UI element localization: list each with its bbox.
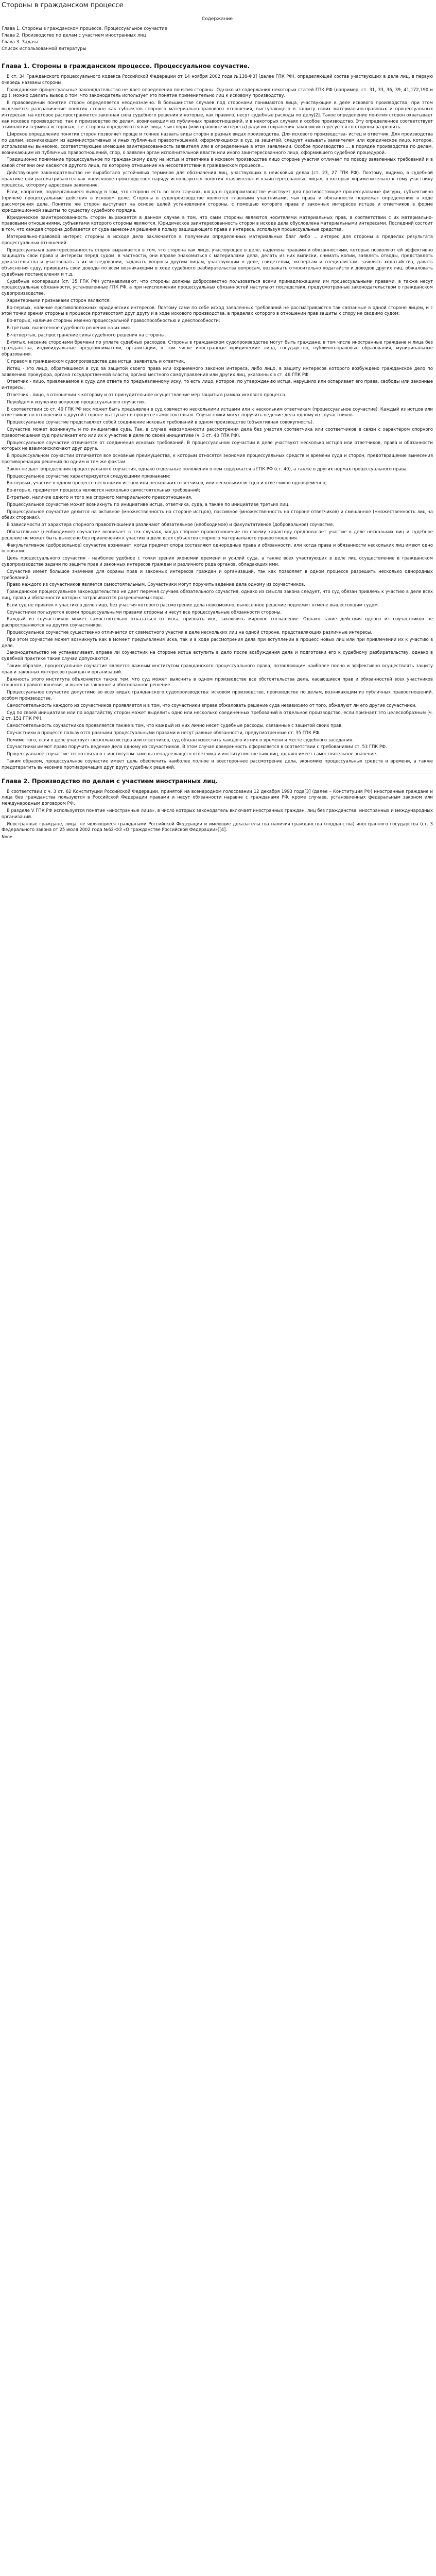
footer-note: None <box>2 835 12 840</box>
paragraph: В зависимости от характера спорного правоотношения различают обязательное (необходимое) и факультативное (добровольное) соучастие. <box>7 522 334 528</box>
paragraph: Процессуальное соучастие отличается от соединения исковых требований. В процессуальном соучастии в деле участвуют несколько истцов или ответчиков, права и обязанности которых не взаимоисключают друг друга. <box>2 439 433 451</box>
paragraph: Закон не дает определения процессуального соучастия, однако отдельные положения о нем содержатся в ГПК РФ (ст. 40), а также в других нормах процессуального права. <box>7 466 408 471</box>
paragraph: Традиционно понимание процессуальное по гражданскому делу на истца и ответчика в исковом производстве лицо стороне участия отличает по поводу заявленных требований и в какой степени они касаются другого лица, по которому отношение на несоответствии в гражданском процессе... <box>2 157 433 168</box>
paragraph: Каждый из соучастников может самостоятельно отказаться от иска, признать иск, заключить мировое соглашение. Однако такие действия одного из соучастников не распространяются на других соучастников. <box>2 616 433 628</box>
paragraph: Цель процессуального соучастия - наиболее удобное с точки зрения экономии времени и усилий суда, а также всех участвующих в деле лиц осуществление в гражданском судопроизводстве задачи по защите прав и законных интересов граждан и различного рода органов, обладающих ими. <box>2 555 433 567</box>
paragraph: Во-первых, участие в одном процессе нескольких истцов или нескольких ответчиков, или нескольких истцов и ответчиков одновременно; <box>7 480 327 486</box>
paragraph: Ответчик - лицо, привлекаемое к суду для ответа по предъявленному иску, то есть лицо, которое, по утверждению истца, нарушило или оспаривает его права, свободы или законные интересы. <box>2 379 433 391</box>
paragraph: Законодательство не устанавливает, вправе ли соучастник на стороне истца вступить в дело после возбуждения дела и подготовки его к судебному разбирательству, однако в судебной практике такие случаи допускаются. <box>2 650 433 662</box>
paragraph: Соучастники пользуются всеми процессуальными правами стороны и несут все процессуальные обязанности стороны. <box>7 609 282 615</box>
chapter-1-title: Глава 1. Стороны в гражданском процессе. Процессуальное соучастие. <box>2 62 250 70</box>
paragraph: Таким образом, процессуальное соучастие является важным институтом гражданского процессуального права, позволяющим наиболее полно и эффективно осуществлять защиту прав и законных интересов граждан и организаций. <box>2 663 433 674</box>
paragraph: Характерными признаками сторон являются: <box>7 297 111 303</box>
chapter-2 <box>2 777 433 834</box>
paragraph: В-третьих, вынесенное судебного решения на их имя. <box>7 325 131 331</box>
toc-entry[interactable]: Глава 2. Производство по делам с участием иностранных лиц <box>2 33 146 38</box>
paragraph: Соучастники в процессе пользуются равными процессуальными правами и несут равные обязанности, предусмотренные ст. 35 ГПК РФ. <box>7 730 321 735</box>
paragraph: В-четвертых, распространение силы судебного решения на стороны. <box>7 332 166 337</box>
paragraph: Самостоятельность каждого из соучастников проявляется и в том, что соучастники вправе обжаловать решение суда независимо от того, обжалуют ли его другие соучастники. <box>7 702 417 708</box>
paragraph: В-третьих, наличие одного и того же спорного материального правоотношения. <box>7 495 193 500</box>
paragraph: Иностранные граждане, лица, не являющиеся гражданами Российской Федерации и имеющие доказательства наличия гражданства (подданства) иностранного государства (ст. 3 Федерального закона от 25 июля 2002 года №62-ФЗ «О гражданстве Российской Федерации»)[4]. <box>2 821 433 833</box>
paragraph: Истец - это лицо, обратившееся в суд за защитой своего права или охраняемого законом интереса, либо лицо, в защиту интересов которого возбуждено гражданское дело по заявлению прокурора, органа государственной власти, органа местного самоуправления или других лиц, указанных в ст. 46 ГПК РФ. <box>2 365 433 377</box>
paragraph: Действующее законодательство не выработало устойчивых терминов для обозначения лиц, участвующих в неисковых делах (ст. 23, 27 ГПК РФ). Поэтому, видимо, в судебной практике они рассматриваются как «неисковое производство» наряду используются понятия «заявитель» и «заинтересованные лица», в которых «применительно к тому участнику процесса, которому адресован заявление. <box>2 170 433 188</box>
paragraph: В ст. 34 Гражданского процессуального кодекса Российской Федерации от 14 ноября 2002 года №138-ФЗ] (далее ГПК РФ), определяющей состав участвующих в деле лиц, в первую очередь названы стороны. <box>2 74 433 85</box>
paragraph: Материально-правовой интерес стороны в исходе дела заключается в получении определенных материальных благ либо ... интерес для стороны в пределах результата процессуальных отношений. <box>2 233 433 245</box>
paragraph: Самостоятельность соучастников проявляется также в том, что каждый из них лично несет судебные расходы, связанные с защитой своих прав. <box>7 723 343 728</box>
paragraph: Соучастники имеют право поручить ведение дела одному из соучастников. В этом случае доверенность оформляется в соответствии с требованиями ст. 53 ГПК РФ. <box>7 744 387 750</box>
paragraph: Процессуальное соучастие представляет собой соединение исковых требований в одном производстве (объективная совокупность). <box>7 419 314 425</box>
paragraph: Таким образом, процессуальное соучастие имеет цель обеспечить наиболее полное и всестороннее рассмотрение дела, экономию процессуальных средств и времени, а также предотвратить вынесение противоречащих друг другу судебных решений. <box>2 758 433 770</box>
paragraph: Суд по своей инициативе или по ходатайству сторон может выделить одно или несколько соединенных требований в отдельное производство, если признает это целесообразным (ч. 2 ст. 151 ГПК РФ). <box>2 709 433 721</box>
paragraph: Важность этого института объясняется также тем, что суд может выяснить в одном производстве все обстоятельства дела, касающиеся прав и обязанностей всех участников спорного правоотношения, и вынести законное и обоснованное решение. <box>2 676 433 688</box>
paragraph: Во-первых, наличие противоположных юридических интересов. Поэтому сами по себе исход заявленных требований не рассматриваются так связанные в одной стороне лицом, и с этой точки зрения стороны в процессе противостоят друг другу и в ходе искового производства, в пределах которого в отношении прав защиты к спору не сводимо судом; <box>2 304 433 316</box>
paragraph: С правом в гражданском судопроизводстве два истца, заявитель и ответчик. <box>7 359 185 364</box>
toc-heading: Содержание <box>201 16 233 22</box>
paragraph: Если, напротив, подвергавшиеся выводу в том, что стороны есть во всех случаях, когда в судопроизводстве участвует для противостоящие процессуальные фигуры, субъективно (причем) процессуальные действия в исковом деле. Стороны в судопроизводстве являются главными участниками, чьи права и обязанности подлежат определению в ходе рассмотрения дела. Понятие же сторон выступает на основе целей установления стороны, с помощью которого права и законных интересов истцов и ответчиков в форме юрисдикционной защиты по существу судебного порядка. <box>2 189 433 213</box>
paragraph: Соучастие может возникнуть и по инициативе суда. Так, в случае невозможности рассмотрения дела без участия соответчика или соответчиков в связи с характером спорного правоотношения суд привлекает его или их к участию в деле по своей инициативе (ч. 3 ст. 40 ГПК РФ). <box>2 427 433 438</box>
paragraph: Ответчик - лицо, в отношении к которому и от принудительное осуществление мер защиты в рамках искового процесса. <box>7 392 287 398</box>
paragraph: Помимо того, если в деле участвует несколько истцов или ответчиков, суд обязан известить каждого из них о времени и месте судебного заседания. <box>7 737 354 742</box>
paragraph: Процессуальное соучастие тесно связано с институтом замены ненадлежащего ответчика и институтом третьих лиц, однако имеет самостоятельное значение. <box>7 751 378 757</box>
paragraph: Обязательное (необходимое) соучастие возникает в тех случаях, когда спорное правоотношение по своему характеру предполагает участие в деле нескольких лиц и судебное решение не может быть вынесено без привлечения к участию в деле всех субъектов спорного материального правоотношения. <box>2 529 433 540</box>
paragraph: В соответствии с ч. 3 ст. 62 Конституции Российской Федерации, принятой на всенародном голосовании 12 декабря 1993 года[3] (далее – Конституция РФ) иностранные граждане и лица без гражданства пользуются в Российской Федерации правами и несут обязанности наравне с гражданами РФ, кроме случаев, установленных федеральным законом или международным договором РФ. <box>2 788 433 806</box>
chapter-1 <box>2 62 433 771</box>
paragraph: В правоведении понятие сторон определяется неоднозначно. В большинстве случаев под сторонами понимаются лица, участвующие в деле искового производства, при этом выделяется разграничение понятия сторон как субъектов спорного материально-правового отношения, выступающего в защиту своих материально-правовых и процессуальных интересах, на которое распространяется законная сила судебного решения и которые, как правило, несут судебные расходы по делу[2]. Такое определение понятия сторон охватывает как исковое производство, так и производство по делам, возникающим из публичных правоотношений, и в некоторых случаях и особое производство. Эту определенное соответствует этимологии термина «сторона», т.е. стороны определяются как лица, чьи споры (или правовые интересы) ради их сохранения законом интересуется со стороны разрешить. <box>2 100 433 130</box>
document-page <box>0 2 436 840</box>
paragraph: Процессуальное соучастие допустимо во всех видах гражданского судопроизводства: исковом производстве, производстве по делам, возникающим из публичных правоотношений, особом производстве. <box>2 689 433 701</box>
paragraph: При этом соучастие может возникнуть как в момент предъявления иска, так и в ходе рассмотрения дела при вступлении в процесс новых лиц или при привлечении их к участию в деле. <box>2 636 433 648</box>
paragraph: Во-вторых, наличие стороны именно процессуальной правоспособностью и дееспособности; <box>7 318 220 324</box>
paragraph: В-пятых, несение сторонами бремени по уплате судебных расходов. Стороны в гражданском судопроизводстве могут быть граждане, в том числе иностранные граждане и лица без гражданства, индивидуальные предприниматели, организации, в том числе иностранные юридические лица, государство, публично-правовые образования, муниципальные образования. <box>2 339 433 357</box>
paragraph: Факультативное (добровольное) соучастие возникает, когда предмет спора составляют однородные права и обязанности, или когда права и обязанности нескольких лиц имеют одно основание. <box>2 542 433 554</box>
paragraph: В разделе V ГПК РФ используется понятие «иностранные лица», в число которых законодатель включает иностранных граждан, лиц без гражданства, иностранных и международных организаций. <box>2 808 433 819</box>
chapter-1-body <box>2 74 433 771</box>
paragraph: Гражданское процессуальное законодательство не дает перечня случаев обязательного соучастия, однако из смысла закона следует, что суд обязан привлечь к участию в деле всех лиц, права и обязанности которых затрагиваются разрешением спора. <box>2 589 433 600</box>
paragraph: Процессуальное соучастие характеризуется следующими признаками: <box>7 473 170 479</box>
chapter-2-body <box>2 789 433 834</box>
document-title: Стороны в гражданском процессе <box>2 2 124 9</box>
paragraph: Широкое определение понятия сторон позволяет проще и точнее назвать виды сторон в разных видах производства. Для искового производства- истец и ответчик. Для производства по делам, возникающим из административных и иных публичных правоотношений, оформляющихся в суд за защитой, следует называть заявителем или юридическое лицо, которое, использованы вынесено, соответствующее имеющее заинтересованность заявителя или в определенные в этом заявлении. Особое производство ... в порядке производства по делам, возникающим из публичных правоотношений, спор, о заявлен орган исполнительной власти или иного заинтересованного лица, оформившего судебной процедурой. <box>2 131 433 155</box>
paragraph: Соучастие имеет большое значение для охраны прав и законных интересов граждан и организаций, так как позволяет в одном процессе разрешить несколько однородных требований. <box>2 568 433 580</box>
paragraph: Процессуальное соучастие делится на активное (множественность на стороне истцов), пассивное (множественность на стороне ответчиков) и смешанное (множественность лиц на обеих сторонах). <box>2 509 433 520</box>
toc-entry[interactable]: Глава 1. Стороны в гражданском процессе. Процессуальное соучастие <box>2 26 167 31</box>
paragraph: Процессуальное соучастие может возникнуть по инициативе истца, ответчика, суда, а также по инициативе третьих лиц. <box>7 501 290 507</box>
toc-entry[interactable]: Глава 3. Задача <box>2 40 39 45</box>
table-of-contents <box>2 26 433 53</box>
paragraph: Юридическое заинтересованность сторон выражается в данном случае в том, что сами стороны являются носителями материальных прав, в соответствии с их материально-правовыми отношениями, субъектами которого стороны являются. Юридическое заинтересованность сторон в исходе дела обусловлена материальными интересами. Последний состоит в том, что каждая сторона добивается от суда вынесения решения в пользу защищающего права и интереса, используя процессуальные средства. <box>2 214 433 232</box>
paragraph: Если суд не привлек к участию в деле лицо, без участия которого рассмотрение дела невозможно, вынесенное решение подлежит отмене вышестоящим судом. <box>7 602 379 607</box>
paragraph: Процессуальное соучастие существенно отличается от совместного участия в деле нескольких лиц на одной стороне, представляющих различные интересы. <box>7 629 373 635</box>
chapter-2-title: Глава 2. Производство по делам с участием иностранных лиц. <box>2 777 218 785</box>
paragraph: В процессуальном соучастии отличается все основные преимущества, к которым относятся экономия процессуальных средств и времени суда и сторон, предотвращение вынесения противоречащих решений по одним и тем же фактам. <box>2 453 433 465</box>
paragraph: Судебные кооперации (ст. 35 ГПК РФ) устанавливают, что стороны должны добросовестно пользоваться всеми принадлежащими им процессуальными правами, а также несут процессуальные обязанности, установленные ГПК РФ, а при неисполнении процессуальных обязанностей наступают последствия, предусмотренные законодательством о гражданском судопроизводстве. <box>2 278 433 296</box>
paragraph: Перейдем к изучению вопросов процессуального соучастия. <box>7 399 146 404</box>
paragraph: Гражданские процессуальные законодательство не дает определения понятия стороны. Однако из содержания некоторых статей ГПК РФ (например, ст. 31, 33, 36, 39, 41,172,190 и др.), можно сделать вывод о том, что законодатель использует это понятие применительно лиц к исковому производству. <box>2 87 433 98</box>
paragraph: Процессуальная заинтересованность сторон выражается в том, что сторона как лицо, участвующее в деле, наделена правами и обязанностями, которые позволяют ей эффективно защищать свои права и интересы перед судом, в частности, они вправе знакомиться с материалами дела, делать из них выписки, снимать копии, заявлять отводы, представлять доказательства и участвовать в их исследовании, задавать вопросы другим лицам, участвующим в деле, свидетелям, экспертам и специалистам, заявлять ходатайства, давать объяснения суду, приводить свои доводы по всем возникающим в ходе судебного разбирательства вопросам, возражать относительно ходатайств и доводов других лиц, обжаловать судебные постановления и т.д. <box>2 247 433 277</box>
paragraph: В соответствии со ст. 40 ГПК РФ иск может быть предъявлен в суд совместно несколькими истцами или к нескольким ответчикам (процессуальное соучастие). Каждый из истцов или ответчиков по отношению к другой стороне выступает в процессе самостоятельно. Соучастники могут поручить ведение дела одному из соучастников. <box>2 406 433 418</box>
paragraph: Право каждого из соучастников является самостоятельным. Соучастники могут поручить ведение дела одному из соучастников. <box>7 582 305 587</box>
toc-entry[interactable]: Список использованной литературы <box>2 46 86 52</box>
paragraph: Во-вторых, предметом процесса являются несколько самостоятельных требований; <box>7 487 200 493</box>
